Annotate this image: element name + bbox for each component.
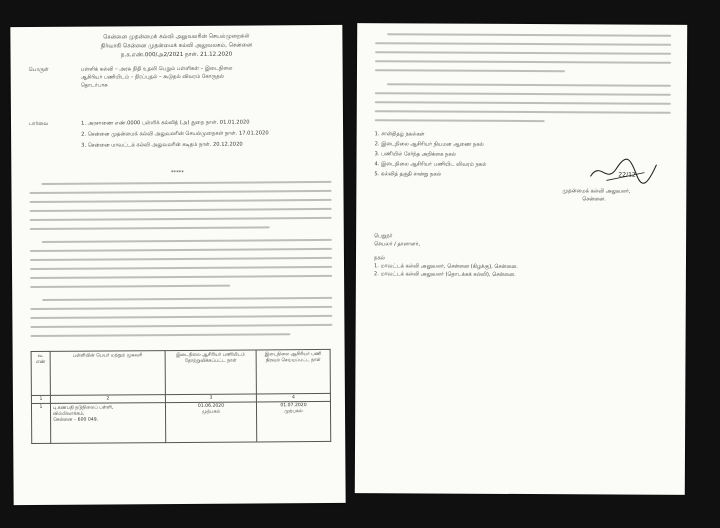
document-page-right — [355, 23, 687, 495]
col-number: 3 — [165, 394, 256, 403]
signature-place: சென்னை. — [582, 196, 606, 203]
reference-1: 1. அரசாணை எண்.0000 பள்ளிக் கல்வித் (அ) துறை நாள். 01.01.2020 — [80, 119, 250, 127]
signature-date: 22/12 — [618, 171, 636, 179]
created-date: 01.06.2020 — [197, 403, 225, 409]
table-header-row — [31, 349, 330, 395]
list-item: 5. கல்வித் தகுதி சான்று நகல் — [374, 171, 442, 178]
col-header-school: பள்ளியின் பெயர் மற்றும் முகவரி — [50, 351, 165, 396]
list-item: 1. சான்றிதழ் நகல்கள் — [374, 131, 425, 138]
school-line: பு.கணபதி நடுநிலைப் பள்ளி, — [52, 405, 114, 411]
reference-2: 2. சென்னை முதன்மைக் கல்வி அலுவலரின் செயல்முறைகள் நாள். 17.01.2020 — [81, 130, 269, 138]
header-line-1: சென்னை முதன்மைக் கல்வி அலுவலரின் செயல்முறைகள் — [103, 33, 250, 41]
cell-sno: 1 — [31, 403, 50, 443]
cell-created — [165, 402, 256, 443]
document-page-left — [10, 25, 345, 505]
subject-line-2: ஆசிரியர் பணியிடம் – நிரப்புதல் – கூடுதல் விவரம் கோருதல் — [80, 73, 224, 81]
header-line-2: நிர்வாகி சென்னை முதன்மைக் கல்வி அலுவலகம், சென்னை — [100, 42, 253, 50]
subject-line-1: பள்ளிக் கல்வி – அரசு நிதி உதவி பெறும் பள்ளிகள் – இடைநிலை — [80, 65, 233, 73]
school-line: சென்னை – 600 049. — [53, 417, 99, 423]
col-header-posted: இடைநிலை ஆசிரியர் பணி நிரவல் செய்யப்பட்ட நாள் — [256, 349, 330, 394]
body-text-block — [10, 25, 342, 27]
to-label: பெறுநர் — [374, 233, 393, 240]
posted-session: முற்பகல் — [284, 409, 303, 415]
table-row — [31, 401, 330, 443]
col-header-sno: வ. எண் — [31, 351, 50, 395]
cell-posted — [256, 401, 330, 442]
signature-office: முதன்மைக் கல்வி அலுவலர், — [562, 188, 631, 195]
school-line: வில்லிவாக்கம், — [53, 411, 85, 417]
list-item: 3. பணியில் சேர்ந்த அறிக்கை நகல் — [374, 151, 457, 158]
divider: ***** — [170, 169, 184, 177]
col-header-created: இடைநிலை ஆசிரியர் பணியிடம் தோற்றுவிக்கப்பட்ட நாள் — [165, 350, 256, 395]
to-text: செயலர் / தாளாளர், — [374, 241, 421, 248]
col-number: 1 — [31, 395, 50, 403]
list-item: 4. இடைநிலை ஆசிரியர் பணியிட விவரம் நகல் — [374, 161, 487, 168]
col-number: 4 — [256, 393, 330, 402]
created-session: முற்பகல் — [201, 409, 221, 415]
reference-3: 3. சென்னை மாவட்டக் கல்வி அலுவலரின் கடிதம் நாள். 20.12.2020 — [81, 141, 243, 149]
subject-label: பொருள் — [28, 66, 49, 74]
list-item: 2. இடைநிலை ஆசிரியர் நியமன ஆணை நகல் — [374, 141, 484, 148]
staff-table — [31, 349, 332, 444]
header-line-3: ந.க.எண்.000/அ2/2021 நாள். 21.12.2020 — [120, 51, 233, 59]
body-text-block — [357, 23, 687, 25]
posted-date: 01.07.2020 — [280, 403, 307, 409]
cell-school — [50, 403, 165, 444]
copy-item: 2. மாவட்டக் கல்வி அலுவலர் (தொடக்கக் கல்வி), சென்னை. — [373, 271, 516, 278]
copy-label: நகல் — [373, 255, 385, 262]
copy-item: 1. மாவட்டக் கல்வி அலுவலர், சென்னை (கிழக்கு), சென்னை. — [373, 263, 518, 270]
subject-line-3: தொடர்பாக — [80, 82, 108, 89]
col-number: 2 — [50, 395, 165, 404]
reference-label: பார்வை — [28, 120, 49, 128]
